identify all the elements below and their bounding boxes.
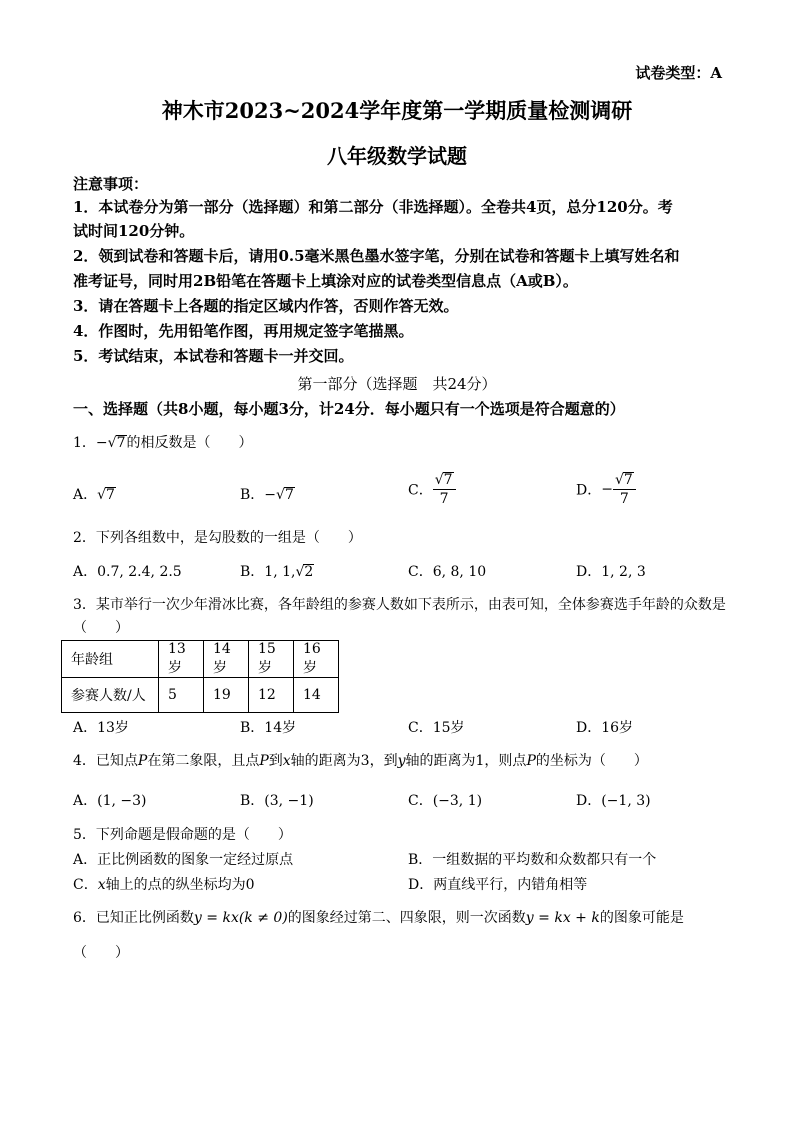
question-1-option-d: D．− $\frac{√7}{7}$ bbox=[576, 472, 636, 507]
note-line-7: 5．考试结束，本试卷和答题卡一并交回。 bbox=[73, 347, 354, 365]
note-line-4: 准考证号，同时用2B铅笔在答题卡上填涂对应的试卷类型信息点（A或B）。 bbox=[73, 272, 578, 290]
question-3-stem-line-1: 3．某市举行一次少年滑冰比赛，各年龄组的参赛人数如下表所示，由表可知，全体参赛选手年龄的众数是 bbox=[73, 597, 726, 613]
table-header-row bbox=[62, 641, 339, 678]
question-4-option-d: D．(−1, 3) bbox=[576, 793, 651, 809]
table-cell: 14 bbox=[294, 678, 339, 713]
question-1-option-a: A．√7 bbox=[73, 487, 115, 503]
question-2-option-a: A．0.7, 2.4, 2.5 bbox=[73, 564, 182, 580]
section-title: 第一部分（选择题 共24分） bbox=[297, 375, 497, 393]
question-6-stem: 6．已知正比例函数y = kx(k ≠ 0)的图象经过第二、四象限，则一次函数y = kx + k的图象可能是 bbox=[73, 910, 684, 926]
age-group-table bbox=[61, 640, 339, 713]
question-2-option-c: C．6, 8, 10 bbox=[408, 564, 487, 580]
exam-title: 神木市2023~2024学年度第一学期质量检测调研 bbox=[161, 98, 633, 123]
table-cell: 年龄组 bbox=[62, 641, 159, 678]
note-line-5: 3．请在答题卡上各题的指定区域内作答，否则作答无效。 bbox=[73, 297, 459, 315]
note-line-1: 1．本试卷分为第一部分（选择题）和第二部分（非选择题）。全卷共4页，总分120分。考 bbox=[73, 198, 673, 216]
question-6-stem-line-2: （ ） bbox=[73, 945, 129, 961]
question-3-option-d: D．16岁 bbox=[576, 720, 634, 736]
question-4-option-c: C．(−3, 1) bbox=[408, 793, 483, 809]
question-5-option-a: A．正比例函数的图象一定经过原点 bbox=[73, 852, 294, 868]
table-cell: 14岁 bbox=[204, 641, 249, 678]
question-2-stem: 2．下列各组数中，是勾股数的一组是（ ） bbox=[73, 530, 362, 546]
question-4-option-b: B．(3, −1) bbox=[240, 793, 314, 809]
notes-heading: 注意事项： bbox=[73, 175, 149, 193]
question-5-option-c: C．x轴上的点的纵坐标均为0 bbox=[73, 877, 255, 893]
question-3-stem-line-2: （ ） bbox=[73, 620, 129, 636]
question-1-stem: 1．−√7的相反数是（ ） bbox=[73, 435, 253, 451]
exam-subtitle: 八年级数学试题 bbox=[327, 144, 467, 168]
table-cell: 16岁 bbox=[294, 641, 339, 678]
section-instructions: 一、选择题（共8小题，每小题3分，计24分．每小题只有一个选项是符合题意的） bbox=[73, 400, 625, 418]
table-cell: 15岁 bbox=[249, 641, 294, 678]
question-1-option-b: B．−√7 bbox=[240, 487, 294, 503]
question-1-option-c: C． $\frac{√7}{7}$ bbox=[408, 472, 456, 507]
question-4-stem: 4．已知点P在第二象限，且点P到x轴的距离为3，到y轴的距离为1，则点P的坐标为（ ） bbox=[73, 753, 648, 769]
question-2-option-d: D．1, 2, 3 bbox=[576, 564, 646, 580]
question-5-option-d: D．两直线平行，内错角相等 bbox=[408, 877, 588, 893]
table-row bbox=[62, 678, 339, 713]
question-3-option-b: B．14岁 bbox=[240, 720, 297, 736]
table-cell: 12 bbox=[249, 678, 294, 713]
question-4-option-a: A．(1, −3) bbox=[73, 793, 147, 809]
note-line-3: 2．领到试卷和答题卡后，请用0.5毫米黑色墨水签字笔，分别在试卷和答题卡上填写姓名和 bbox=[73, 247, 680, 265]
question-3-option-c: C．15岁 bbox=[408, 720, 465, 736]
table-cell: 13岁 bbox=[159, 641, 204, 678]
question-5-option-b: B．一组数据的平均数和众数都只有一个 bbox=[408, 852, 657, 868]
note-line-6: 4．作图时，先用铅笔作图，再用规定签字笔描黑。 bbox=[73, 322, 414, 340]
paper-type-label: 试卷类型：A bbox=[635, 64, 722, 82]
table-cell: 参赛人数/人 bbox=[62, 678, 159, 713]
question-3-option-a: A．13岁 bbox=[73, 720, 129, 736]
question-2-option-b: B．1, 1,√2 bbox=[240, 564, 314, 580]
table-cell: 19 bbox=[204, 678, 249, 713]
note-line-2: 试时间120分钟。 bbox=[73, 222, 195, 240]
question-5-stem: 5．下列命题是假命题的是（ ） bbox=[73, 827, 292, 843]
table-cell: 5 bbox=[159, 678, 204, 713]
